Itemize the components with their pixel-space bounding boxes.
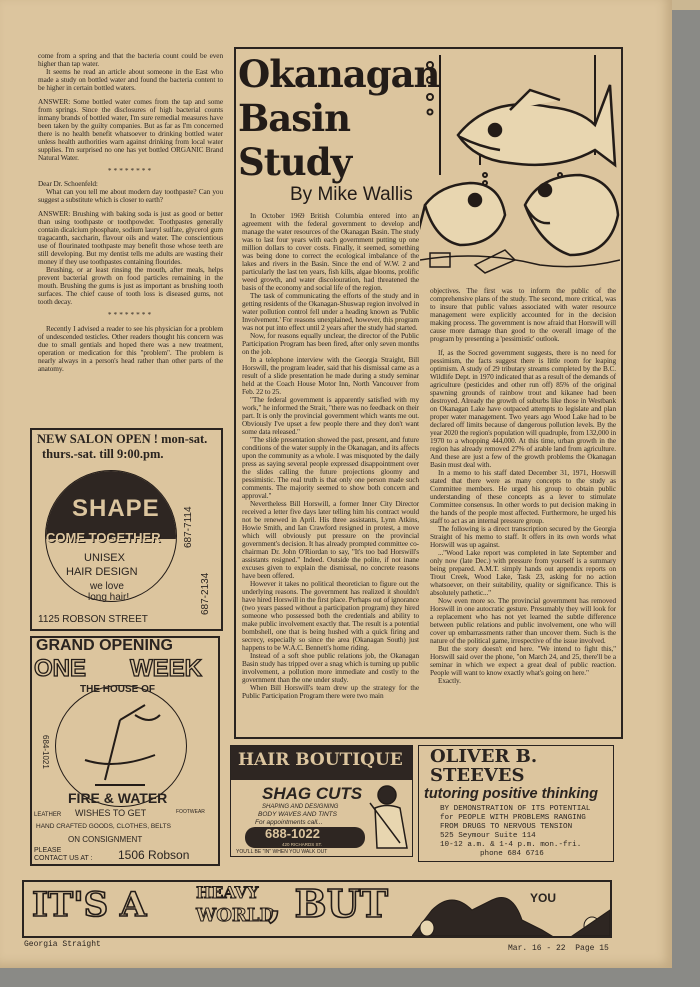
hair-boutique-phone: 688-1022 (265, 826, 320, 841)
banner-you: YOU (530, 891, 557, 905)
paragraph: However it takes no political theoretician to figure out the underlying reasons. The government has realized it shouldn't have hired Horswill in the first place. Perhaps out of ignorance (two years passed without a participation program) they hired someone who possessed both the credentials and ability to make public involvement exactly that. The result is a potential bombshell, one that is being hushed with a quick firing and secrecy, especially so since the area (Okanagan South) just happens to be W.A.C. Bennett's home riding. (242, 579, 419, 652)
title-line: Okanagan (238, 52, 440, 96)
paragraph: ..."Wood Lake report was completed in late September and only now (late Dec.) with pressure from yourself is a summary being prepared. A.M.T. simply hands out appendix reports on Trout Creek, Wood Lake, Task 23, asking for no action whatsoever, on their suitability, quality or significance. This is absolutely pathetic..." (430, 548, 616, 597)
fire-water-one: ONE (34, 655, 87, 682)
fire-water-phone: 684-1021 (41, 735, 50, 769)
paragraph: Instead of a soft shoe public relations job, the Okanagan Basin study has tripped over a snag which is turning up public involvement, a pollution more immediate and costly to the government than the one under study. (242, 651, 419, 684)
section-divider: ******** (107, 166, 154, 175)
banner-world: WORLD (196, 905, 276, 926)
steeves-line: FROM DRUGS TO NERVOUS TENSION (440, 823, 573, 831)
fire-water-illustration (75, 700, 165, 790)
fire-water-contact-2: CONTACT US AT : (34, 855, 93, 862)
fish-illustration (420, 55, 620, 275)
fire-water-wishes: WISHES TO GET (75, 808, 147, 818)
paragraph: In October 1969 British Columbia entered into an agreement with the federal government to develop and manage the water resources of the Okanagan Basin. The study was to last four years with each government putting up one million dollars to cover costs. Finally, it seemed, something was being done to correct the ecological imbalance of the lakes and rivers in the Basin. Since the end of W.W. 2 and particularly the last ten years, fish kills, algae blooms, prolific weed growth, and water discolouration, had threatened the basis of the economy and social life of the region. (242, 211, 419, 292)
fish-top (458, 85, 615, 165)
banner-heavy: HEAVY (196, 883, 259, 902)
fire-water-consign: ON CONSIGNMENT (68, 835, 143, 844)
article-byline: By Mike Wallis (290, 184, 413, 205)
paragraph: Dear Dr. Schoenfeld: (38, 179, 98, 188)
paragraph: But the story doesn't end here. "We intend to fight this," Horswill said over the phone, "on March 24, and 25, there'll be a seminar in which we expect a great deal of public reaction. People will want to know exactly what's going on here." (430, 644, 616, 677)
banner-but: , BUT (268, 881, 388, 926)
hair-boutique-footer: YOU'LL BE "IN" WHEN YOU WALK OUT (236, 849, 328, 855)
steeves-line: 10-12 a.m. & 1-4 p.m. mon.-fri. (440, 841, 582, 849)
paragraph: In a telephone interview with the Georgia Straight, Bill Horswill, the program leader, said that his dismissal came as a result of a slide presentation he made during a study seminar held at the Coach House Motor Inn, North Vancouver from Feb. 22 to 25. (242, 355, 419, 396)
paragraph: Exactly. (438, 676, 461, 685)
article-column-1 (242, 212, 419, 700)
hair-boutique-line-1: SHAPING AND DESIGNING (262, 804, 339, 810)
salon-slogan-1: we love (90, 581, 124, 592)
fire-water-address: 1506 Robson (118, 848, 190, 862)
steeves-line: for PEOPLE WITH PROBLEMS RANGING (440, 814, 586, 822)
fire-water-items: HAND CRAFTED GOODS, CLOTHES, BELTS (36, 823, 171, 830)
fire-water-name-top: THE HOUSE OF (80, 684, 156, 695)
paragraph: It seems he read an article about someone in the East who made a study on bottled water and found the bacteria content to be higher in certain bottled waters. (38, 67, 223, 92)
steeves-name-1: OLIVER B. (430, 746, 538, 767)
fire-water-name-bottom: FIRE & WATER (68, 790, 168, 806)
article-title (238, 52, 439, 184)
steeves-details (440, 805, 590, 859)
hair-boutique-feature: SHAG CUTS (262, 784, 363, 803)
paragraph: Recently I advised a reader to see his physician for a problem of undescended testicles. Other readers thought his concern was due to small gentials and hoped there was a new treatment, operation or medication for this "problem". The problem is nearly always in a person's head rather than other parts of the anatomy. (38, 324, 223, 373)
fire-water-leather: LEATHER (34, 812, 62, 818)
paragraph: The following is a direct transcription secured by the Georgia Straight of his memo to staff. It offers in its own words what Horswill was up against. (430, 524, 616, 549)
steeves-line: phone 684 6716 (480, 850, 544, 858)
paragraph: "The federal government is apparently satisfied with my work," he informed the Strait, "there was no feedback on their part. It is only the provincial government which wants me out. Obviously I've upset a few people there and they don't want some data released." (242, 395, 419, 436)
article-column-2 (430, 287, 616, 685)
hair-boutique-line-2: BODY WAVES AND TINTS (258, 811, 337, 818)
paragraph: objectives. The first was to inform the public of the comprehensive plans of the study. The second, more critical, was to insure that public values associated with water resource management were explicitly accounted for in the decision making process. The government is now afraid that Horswill will cause more damage than good to the overall image of the program by presenting a 'pessimistic' outlook. (430, 286, 616, 343)
salon-address: 1125 ROBSON STREET (38, 614, 148, 625)
salon-logo: SHAPE (72, 495, 160, 522)
fire-water-week: WEEK (130, 655, 202, 682)
salon-slogan-2: long hair! (88, 592, 130, 603)
paragraph: Nevertheless Bill Horswill, a former Inner City Director received a letter five days later telling him his contract would not be renewed in April. His three assistants, Lynn Atkins, Howie Smith, and Ian Crawford resigned in protest, a move which will obviously put pressure on the provincial government's decision. It has already prompted committee co-chairman Dr. John O'Riordan to say, "It's too bad Horswill's assistants resigned." Indeed. Outside the polite, if not inane excuses given to explain the dismissal, no concrete reasons have been offered. (242, 499, 419, 580)
fire-water-footwear: FOOTWEAR (176, 809, 205, 815)
paragraph: Brushing, or ar least rinsing the mouth, after meals, helps prevent bacterial growth on food particles remaining in the mouth. Brushing the gums is just as important as brushing tooth surfaces. The chief cause of tooth loss is diseased gums, not tooth decay. (38, 265, 223, 306)
paragraph: When Bill Horswill's team drew up the strategy for the Public Participation Program there were two main (242, 683, 419, 700)
stylist-figure-illustration (365, 783, 411, 853)
salon-service-1: UNISEX (84, 552, 125, 564)
mountain-feet-illustration (412, 890, 610, 936)
steeves-line: BY DEMONSTRATION OF ITS POTENTIAL (440, 805, 591, 813)
banner-its-a: IT'S A (32, 885, 147, 925)
paragraph: ANSWER: Some bottled water comes from the tap and some from springs. Since the disclosures of high bacterial counts inmany brands of bottled water, I'm sure remedial measures have been taken by the guilty companies. But as far as I'm concerned there is no health benefit whatsoever to drinking bottled water unless health authorities warn against drinking from local water supplies. I'm surprised no one has yet bottled ORGANIC Brand Natural Water. (38, 97, 223, 162)
health-column (38, 52, 223, 373)
title-line: Basin (238, 96, 351, 140)
steeves-tagline: tutoring positive thinking (424, 786, 598, 802)
salon-headline-1: NEW SALON OPEN ! mon-sat. (37, 432, 208, 446)
paragraph: "The slide presentation showed the past, present, and future conditions of the water supply in the Okanagan, and its affects upon the community as a whole. I was misquoted by the daily press as saying several people expressed disappointment over the slides calling the future projections gloomy and pessimistic. The real truth is that only one person made such comments. The majority seemed to show both concern and approval." (242, 435, 419, 500)
hair-boutique-name: HAIR BOUTIQUE (238, 750, 403, 770)
paragraph: The task of communicating the efforts of the study and in getting residents of the Okanagan-Shuswap region involved in water pollution control fell under a heading known as 'Public Involvement.' For reasons unexplained, however, this program was not put into effect until 2 years after the study had started. (242, 291, 419, 332)
salon-phone-2: 687-2134 (200, 572, 211, 615)
salon-headline-2: thurs.-sat. till 9:00.pm. (42, 447, 164, 461)
fire-water-contact-1: PLEASE (34, 847, 62, 854)
paragraph: ANSWER: Brushing with baking soda is just as good or better than using toothpaste or toothpowder. Toothpastes generally contain dicalcium phosphate, sodium lauryl sulfate, glycerol gum tragacanth, saccharin, flavour oils and water. The conscientious use of flourinated toothpaste may benefit those whose teeth are still developing. But my dentist tells me adults are wasting their money if they use toothpastes containing flourides. (38, 209, 223, 266)
section-divider: ******** (107, 310, 154, 319)
footer-date-page: Mar. 16 - 22 Page 15 (508, 944, 609, 953)
fish-left (420, 183, 505, 245)
hair-boutique-address: 420 RICHARDS ST. (282, 842, 323, 847)
hair-boutique-line-3: For appointments call... (255, 819, 323, 826)
paragraph: In a memo to his staff dated December 31, 1971, Horswill stated that there were as many concepts to the study as Committee members. He urged his group to obtain public understanding of these concepts as a lever to stimulate Committee consensus. In other words to put decision making in the hands of the people most affected. Furthermore, he urged his staff to act as an internal pressure group. (430, 468, 616, 525)
fire-water-headline: GRAND OPENING (36, 637, 173, 654)
paragraph: Now even more so. The provincial government has removed Horswill in one autocratic gesture. Presumably they will look for a replacement who has not yet learned the subtle difference between public relations and public involvement, one who will cover up embarrassments rather than uncover them. Such is the nature of the political game, irrespective of the issue involved. (430, 596, 616, 645)
paragraph: What can you tell me about modern day toothpaste? Can you suggest a substitute which is closer to earth? (38, 187, 223, 204)
steeves-name-2: STEEVES (430, 765, 525, 786)
paragraph: Now, for reasons equally unclear, the director of the Public Participation Program has been fired, after only seven months on the job. (242, 331, 419, 356)
steeves-line: 525 Seymour Suite 114 (440, 832, 536, 840)
fish-right (525, 175, 618, 255)
salon-service-2: HAIR DESIGN (66, 566, 138, 578)
footer-publication: Georgia Straight (24, 940, 101, 949)
paragraph: come from a spring and that the bacteria count could be even higher than tap water. (38, 51, 223, 68)
paragraph: If, as the Socred government suggests, there is no need for pessimism, the facts suggest there is little room for leaping optimism. A study of 29 tributary streams completed by the B.C. Wildlife Dept. in 1970 indicated that as a result of the demands of agriculture (pesticides and other run off) 85% of the original spawning grounds of rainbow trout and kikanee had been destroyed. Already the growth of suburbs like those in Westbank on Okanagan Lake have outpaced attempts to legislate and plan proper water management. Two years ago Wood Lake had to be declared off limits because of dangerous pollution levels. By the year 2020 the region's population will quadruple, from 132,000 in 1970 to a whopping 444,000. At this time, urban growth in the region has already removed 27% of arable land from agriculture. And these are just a few of the growth problems the Okanagan Basin must deal with. (430, 348, 616, 469)
salon-tagline: COME TOGETHER (46, 530, 161, 545)
salon-phone-1: 687-7114 (183, 506, 194, 548)
title-line: Study (238, 140, 352, 184)
